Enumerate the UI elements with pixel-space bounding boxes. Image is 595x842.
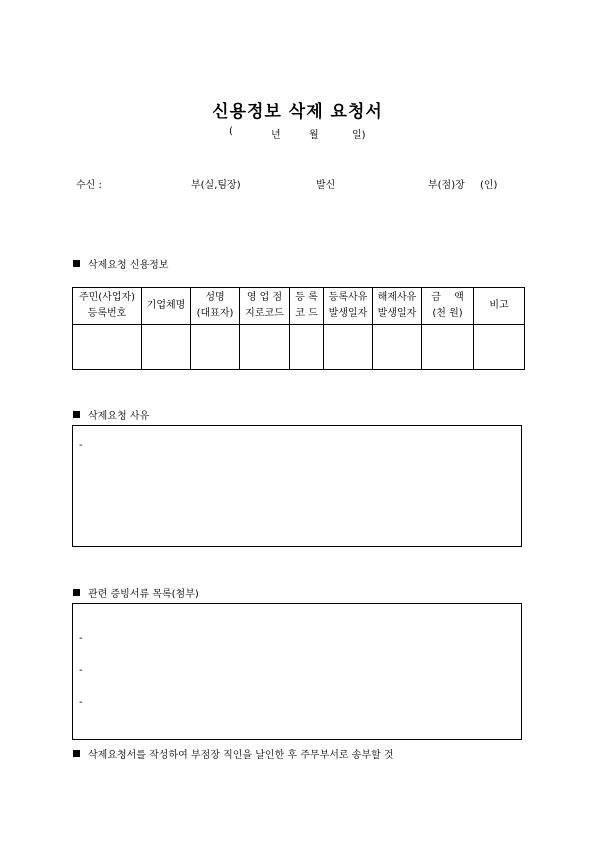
table-cell[interactable] (240, 325, 290, 370)
form-title: 신용정보 삭제 요청서 (212, 102, 383, 122)
table-row (73, 325, 525, 370)
table-cell[interactable] (373, 325, 422, 370)
section-label: 삭제요청 사유 (88, 411, 150, 422)
date-year-label: 년 (271, 130, 281, 141)
table-cell[interactable] (73, 325, 142, 370)
attachment-line: - (79, 697, 83, 708)
section-credit-info-heading (73, 256, 168, 271)
section-attachments-heading (73, 585, 199, 600)
col-header-registration-no: 주민(사업자) 등록번호 (73, 288, 142, 325)
table-cell[interactable] (290, 325, 324, 370)
col-header-branch-code: 영 업 점 지로코드 (240, 288, 290, 325)
col-header-registration-code: 등 록 코 드 (290, 288, 324, 325)
table-cell[interactable] (422, 325, 474, 370)
square-bullet-icon (73, 589, 80, 596)
table-header-row (73, 288, 525, 325)
table-cell[interactable] (142, 325, 191, 370)
col-header-amount: 금 액 (천 원) (422, 288, 474, 325)
section-label: 관련 증빙서류 목록(첨부) (88, 589, 199, 600)
sender-label: 발신 (316, 180, 336, 191)
branch-head-label: 부(점)장 (428, 180, 465, 191)
reason-box[interactable] (72, 425, 522, 547)
attachments-box[interactable] (72, 603, 522, 740)
credit-info-table (72, 287, 525, 370)
section-label: 삭제요청 신용정보 (88, 260, 169, 271)
table-cell[interactable] (324, 325, 373, 370)
date-month-label: 월 (309, 130, 319, 141)
reason-line: - (79, 440, 83, 451)
section-reason-heading (73, 407, 149, 422)
department-label: 부(실,팀장) (191, 180, 241, 191)
footer-note (73, 746, 394, 761)
col-header-remarks: 비고 (474, 288, 525, 325)
col-header-release-date: 해제사유 발생일자 (373, 288, 422, 325)
square-bullet-icon (73, 750, 80, 757)
attachment-line: - (79, 665, 83, 676)
col-header-name: 성명 (대표자) (191, 288, 240, 325)
col-header-company-name: 기업체명 (142, 288, 191, 325)
seal-label: (인) (480, 180, 498, 191)
date-day-label: 일) (352, 130, 366, 141)
square-bullet-icon (73, 260, 80, 267)
table-cell[interactable] (474, 325, 525, 370)
attachment-line: - (79, 633, 83, 644)
date-open-paren: ( (229, 126, 233, 137)
square-bullet-icon (73, 411, 80, 418)
recipient-label: 수신 : (76, 180, 102, 191)
col-header-registration-date: 등록사유 발생일자 (324, 288, 373, 325)
footer-note-text: 삭제요청서를 작성하여 부점장 직인을 날인한 후 주무부서로 송부할 것 (88, 750, 394, 761)
table-cell[interactable] (191, 325, 240, 370)
